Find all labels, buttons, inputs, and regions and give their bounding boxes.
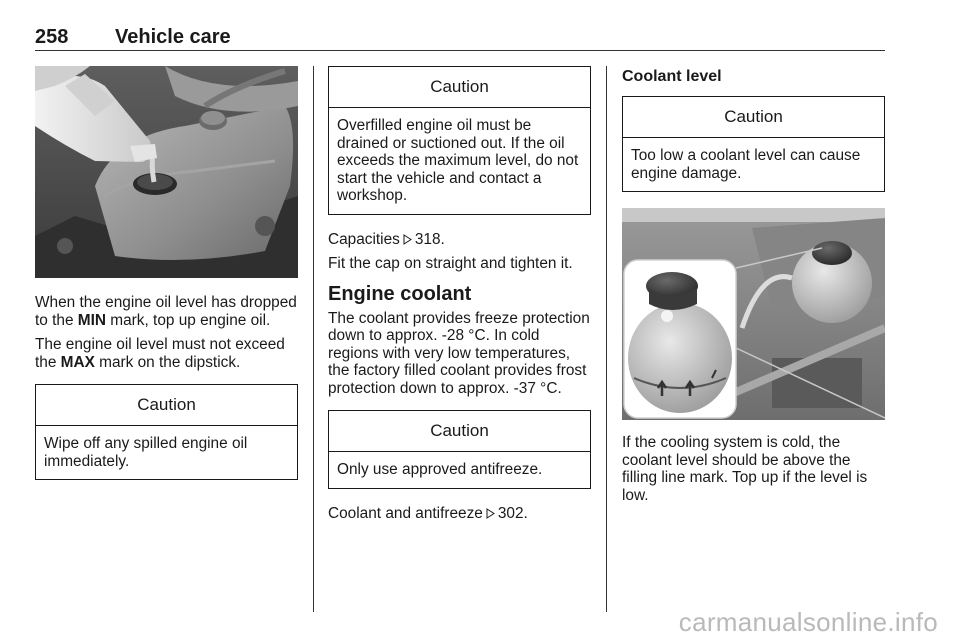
capacities-reference [328, 231, 591, 249]
column-3 [622, 66, 885, 511]
min-label: MIN [77, 311, 107, 329]
caution-title: Caution [36, 385, 297, 426]
oil-topup-paragraph [35, 294, 298, 329]
oil-max-paragraph [35, 336, 298, 371]
caution-body: Overfilled engine oil must be drained or suctioned out. If the oil exceeds the maximum level, do not start the vehicle and contact a workshop. [337, 117, 579, 204]
text-run: mark on the dipstick. [94, 353, 241, 371]
column-divider [313, 66, 314, 612]
page-header [35, 22, 885, 52]
page-reference-arrow-icon [486, 508, 495, 519]
page-number: 258 [35, 26, 69, 48]
coolant-reservoir-photo [622, 208, 885, 420]
caution-box [35, 384, 298, 480]
caution-body: Only use approved antifreeze. [337, 461, 543, 478]
caution-title: Caution [329, 67, 590, 108]
text-run: The engine oil level must not exceed the [35, 336, 285, 371]
caution-body: Too low a coolant level can cause engine damage. [631, 147, 861, 182]
coolant-level-paragraph: If the cooling system is cold, the coolant level should be above the filling line mark. Top up if the level is low. [622, 434, 868, 504]
column-divider [606, 66, 607, 612]
max-label: MAX [60, 353, 95, 371]
page-reference-arrow-icon [403, 234, 412, 245]
coolant-intro-paragraph: The coolant provides freeze protection down to approx. -28 °C. In cold regions with very low temperatures, the factory filled coolant provides frost protection down to approx. -37 °C. [328, 309, 590, 397]
column-2 [328, 66, 591, 529]
caution-body: Wipe off any spilled engine oil immediately. [44, 435, 248, 470]
engine-oil-filling-photo [35, 66, 298, 278]
fit-cap-paragraph: Fit the cap on straight and tighten it. [328, 255, 573, 272]
coolant-level-heading: Coolant level [622, 68, 722, 85]
text-run: When the engine oil level has dropped to the [35, 294, 297, 329]
page-ref: 302. [497, 504, 528, 522]
caution-title: Caution [623, 97, 884, 138]
column-1 [35, 66, 298, 496]
page-ref: 318. [414, 230, 445, 248]
caution-box [328, 410, 591, 489]
antifreeze-reference [328, 505, 591, 523]
caution-title: Caution [329, 411, 590, 452]
engine-coolant-heading: Engine coolant [328, 282, 472, 305]
text-run: mark, top up engine oil. [106, 311, 271, 329]
text-run: Coolant and antifreeze [328, 504, 483, 522]
caution-box [622, 96, 885, 192]
section-title: Vehicle care [115, 26, 231, 48]
header-rule [35, 50, 885, 51]
text-run: Capacities [328, 230, 400, 248]
caution-box [328, 66, 591, 215]
watermark: carmanualsonline.info [678, 607, 938, 637]
